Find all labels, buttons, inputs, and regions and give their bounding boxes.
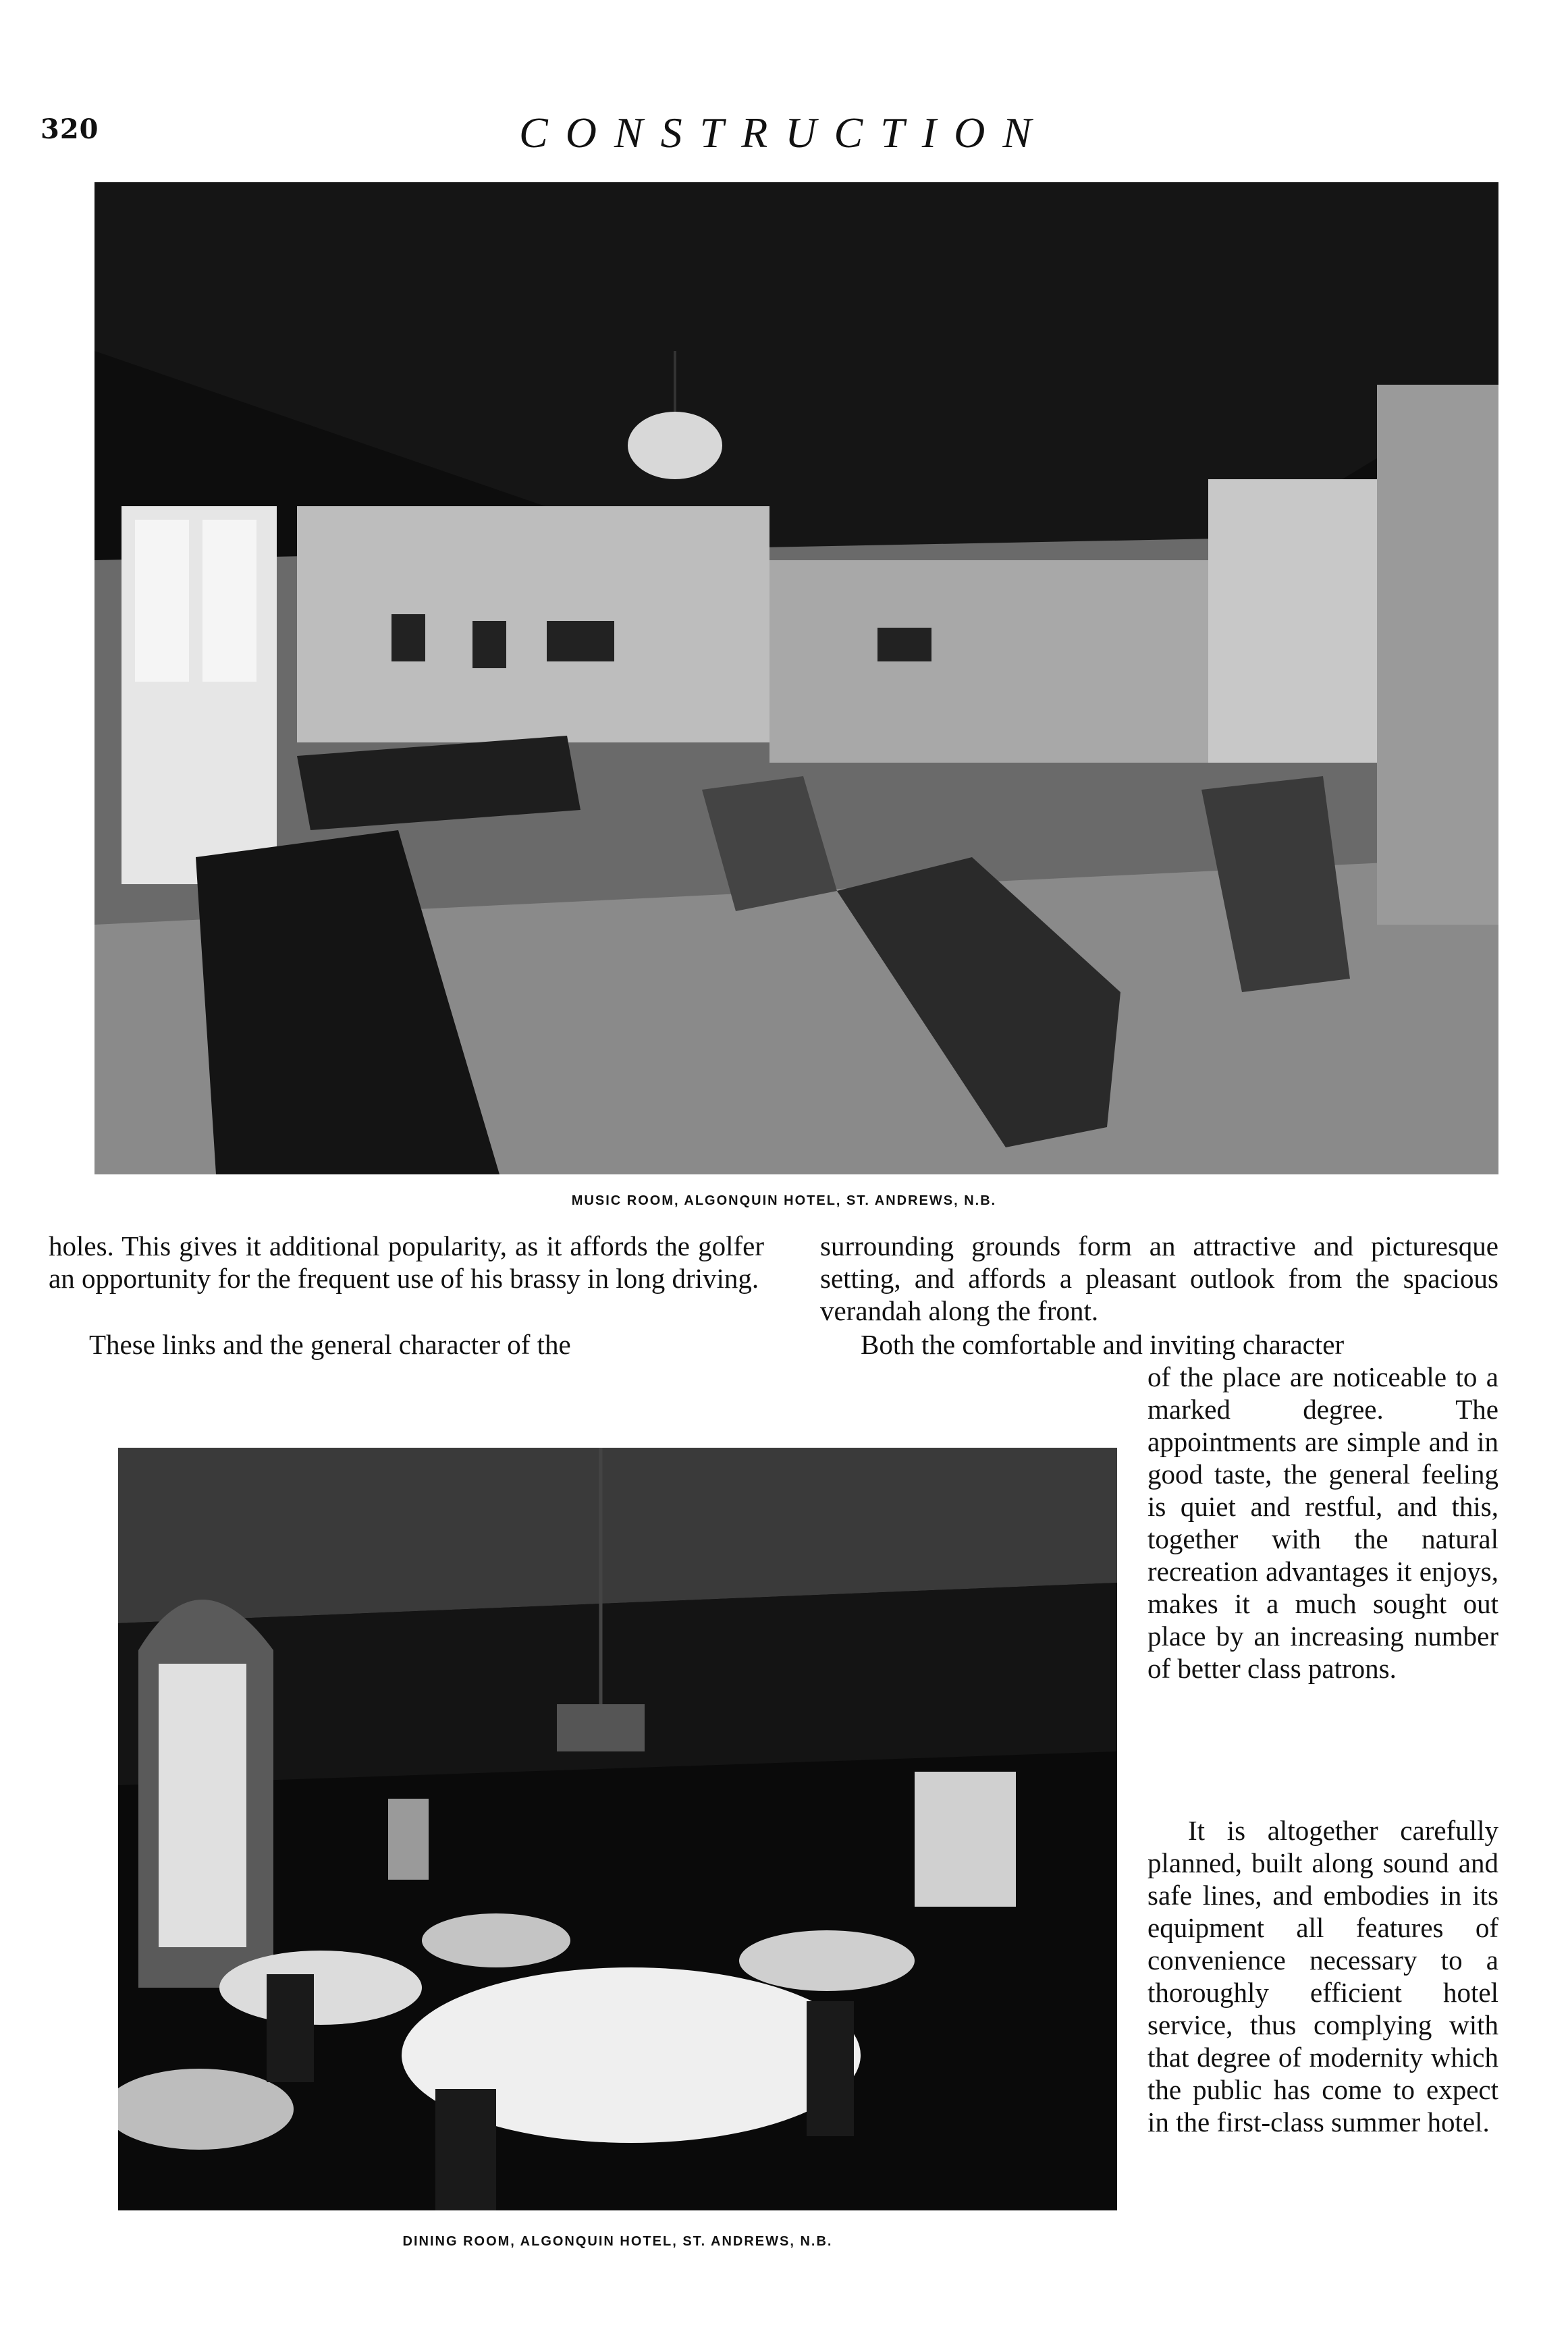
column-1-paragraph-1: holes. This gives it additional popularity, as it affords the golfer an opportunity for the frequent use of his brassy in long driving. [49,1230,764,1294]
column-2-paragraph-1: surrounding grounds form an attractive and picturesque setting, and affords a pleasant outlook from the spacious verandah along the front. [820,1230,1498,1326]
column-2-paragraph-3: It is altogether carefully planned, built along sound and safe lines, and embodies in its equipment all features of convenience necessary to a thoroughly efficient hotel service, thus complying with that degree of modernity which the public has come to expect in the first-class summer hotel. [1147,1815,1498,2138]
column-1-paragraph-2: These links and the general character of the [89,1329,571,1360]
column-2-paragraph-2-rest: of the place are noticeable to a marked degree. The appointments are simple and in good taste, the general feeling is quiet and restful, and this, together with the natural recreation advantages it enjoys, makes it a much sought out place by an increasing number of better class patrons. [1147,1361,1498,1684]
music-room-caption: MUSIC ROOM, ALGONQUIN HOTEL, ST. ANDREWS, N.B. [571,1193,997,1208]
music-room-photo [94,182,1498,1174]
page-number: 320 [40,113,99,145]
dining-room-caption: DINING ROOM, ALGONQUIN HOTEL, ST. ANDREWS, N.B. [402,2234,833,2249]
column-2-paragraph-2-lead: Both the comfortable and inviting character [861,1329,1345,1360]
journal-title: CONSTRUCTION [519,109,1049,157]
dining-room-photo [118,1448,1117,2210]
